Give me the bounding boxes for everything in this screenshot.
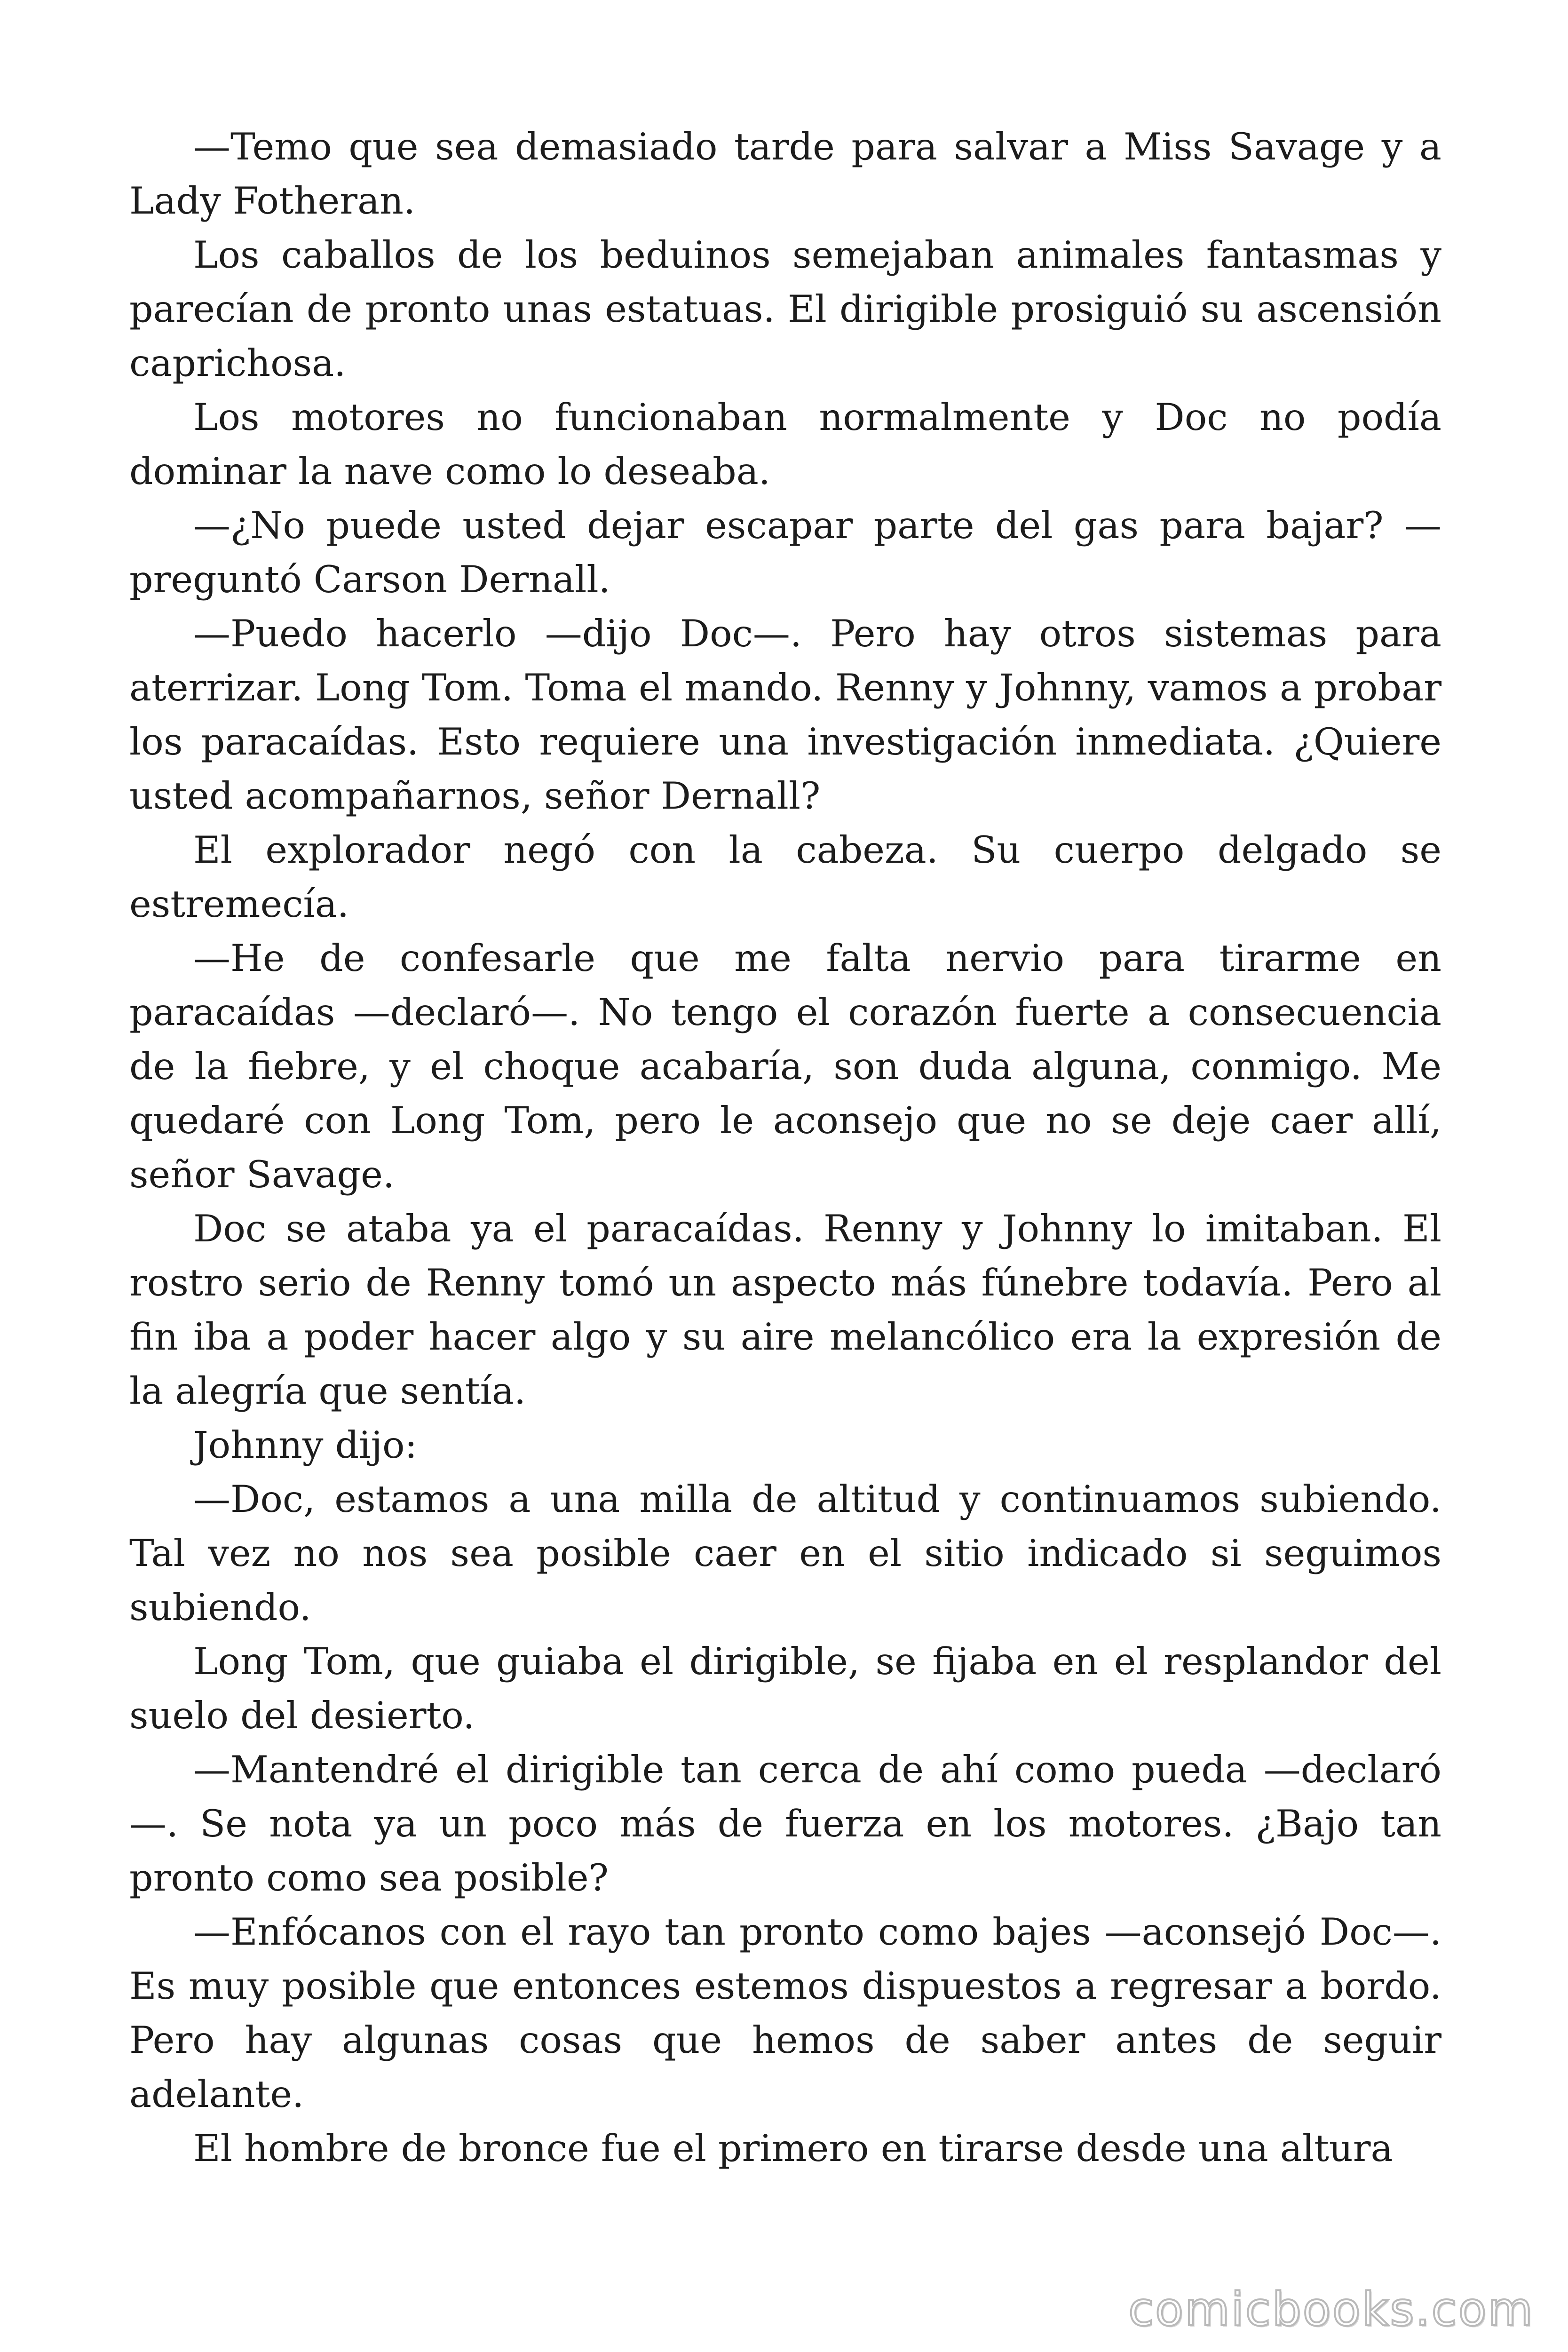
- paragraph: —Puedo hacerlo —dijo Doc—. Pero hay otros sistemas para aterrizar. Long Tom. Toma el mando. Renny y Johnny, vamos a probar los paracaídas. Esto requiere una investigación inmediata. ¿Quiere usted acompañarnos, señor Dernall?: [129, 612, 1441, 818]
- paragraph: Doc se ataba ya el paracaídas. Renny y Johnny lo imitaban. El rostro serio de Renny tomó un aspecto más fúnebre todavía. Pero al fin iba a poder hacer algo y su aire melancólico era la expresión de la alegría que sentía.: [129, 1207, 1441, 1413]
- paragraph: Los motores no funcionaban normalmente y Doc no podía dominar la nave como lo deseaba.: [129, 396, 1441, 493]
- book-page: [129, 120, 1441, 2213]
- paragraph: Los caballos de los beduinos semejaban animales fantasmas y parecían de pronto unas estatuas. El dirigible prosiguió su ascensión caprichosa.: [129, 233, 1441, 385]
- paragraph: —Enfócanos con el rayo tan pronto como bajes —aconsejó Doc—. Es muy posible que entonces estemos dispuestos a regresar a bordo. Pero hay algunas cosas que hemos de saber antes de seguir adelante.: [129, 1910, 1441, 2116]
- watermark-logo: comicbooks.com: [1128, 2283, 1534, 2336]
- paragraph: El hombre de bronce fue el primero en tirarse desde una altura: [193, 2127, 1393, 2170]
- paragraph: Johnny dijo:: [193, 1423, 418, 1467]
- paragraph: —Temo que sea demasiado tarde para salvar a Miss Savage y a Lady Fotheran.: [129, 125, 1441, 222]
- paragraph: El explorador negó con la cabeza. Su cuerpo delgado se estremecía.: [129, 828, 1441, 926]
- paragraph: Long Tom, que guiaba el dirigible, se fijaba en el resplandor del suelo del desierto.: [129, 1640, 1441, 1737]
- paragraph: —¿No puede usted dejar escapar parte del gas para bajar? —preguntó Carson Dernall.: [129, 504, 1441, 601]
- paragraph: —He de confesarle que me falta nervio para tirarme en paracaídas —declaró—. No tengo el corazón fuerte a consecuencia de la fiebre, y el choque acabaría, son duda alguna, conmigo. Me quedaré con Long Tom, pero le aconsejo que no se deje caer allí, señor Savage.: [129, 937, 1441, 1196]
- paragraph: —Mantendré el dirigible tan cerca de ahí como pueda —declaró—. Se nota ya un poco más de fuerza en los motores. ¿Bajo tan pronto como sea posible?: [129, 1748, 1441, 1899]
- paragraph: —Doc, estamos a una milla de altitud y continuamos subiendo. Tal vez no nos sea posible caer en el sitio indicado si seguimos subiendo.: [129, 1478, 1441, 1629]
